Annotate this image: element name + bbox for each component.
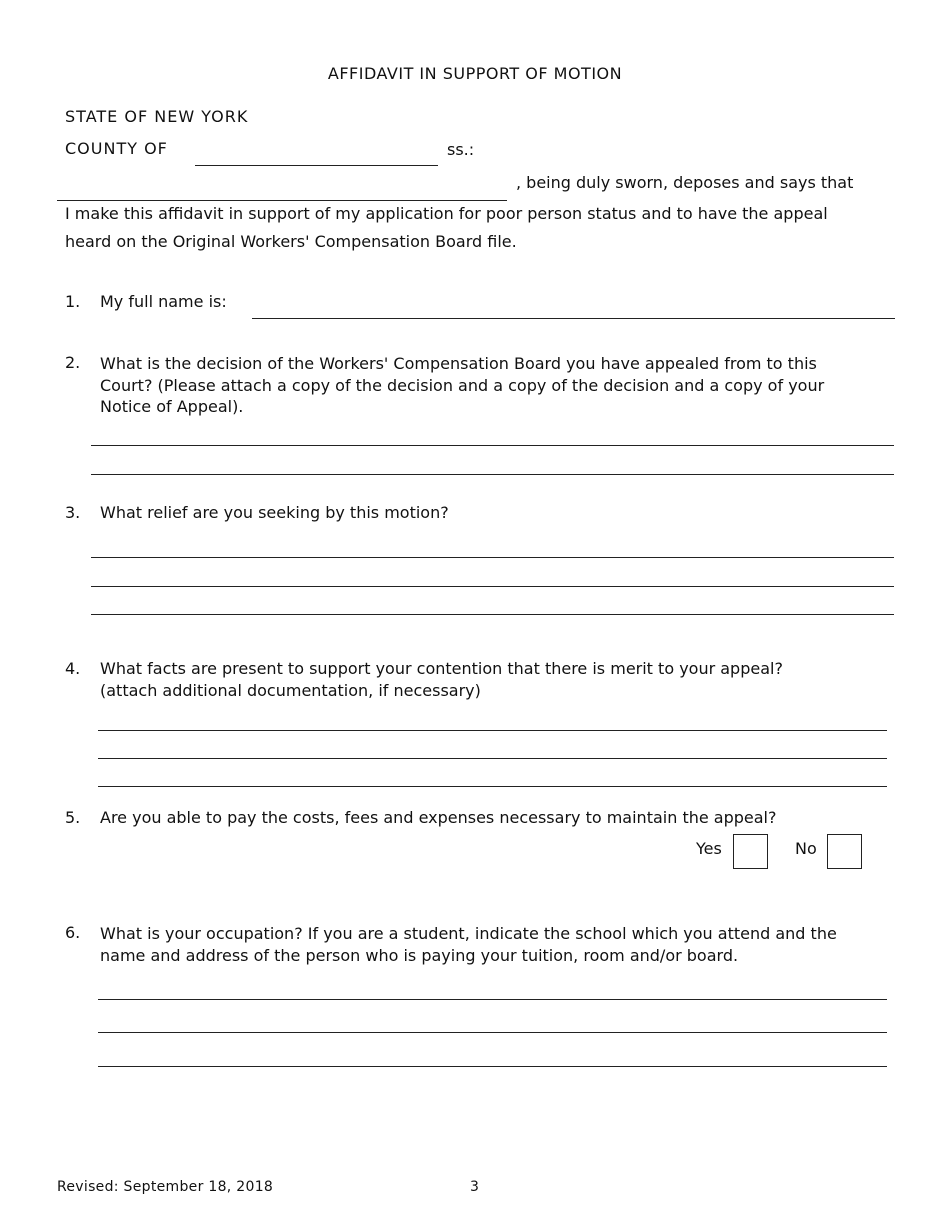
question-number: 5. [65, 808, 81, 827]
answer-line[interactable] [98, 1066, 887, 1067]
page-number: 3 [470, 1179, 479, 1195]
county-field[interactable] [195, 165, 438, 166]
answer-line[interactable] [91, 474, 894, 475]
no-label: No [795, 839, 817, 858]
state-label: STATE OF NEW YORK [65, 107, 249, 126]
question-number: 4. [65, 659, 81, 678]
question-text: What facts are present to support your contention that there is merit to your appeal? [100, 659, 783, 678]
answer-line[interactable] [98, 758, 887, 759]
question-text: My full name is: [100, 292, 227, 311]
yes-checkbox[interactable] [733, 834, 768, 869]
sworn-statement: , being duly sworn, deposes and says that [516, 173, 854, 192]
question-subtext: (attach additional documentation, if necessary) [100, 681, 481, 700]
question-text: What relief are you seeking by this motion? [100, 503, 449, 522]
answer-line[interactable] [98, 1032, 887, 1033]
question-number: 3. [65, 503, 81, 522]
county-label: COUNTY OF [65, 139, 168, 158]
revised-date: Revised: September 18, 2018 [57, 1179, 274, 1195]
no-checkbox[interactable] [827, 834, 862, 869]
answer-line[interactable] [91, 614, 894, 615]
question-number: 6. [65, 923, 81, 942]
answer-line[interactable] [98, 786, 887, 787]
ss-label: ss.: [447, 140, 475, 159]
intro-paragraph: I make this affidavit in support of my application for poor person status and to have the appeal heard on the Original Workers' Compensation Board file. [65, 204, 828, 251]
question-text: What is the decision of the Workers' Compensation Board you have appealed from to this Court? (Please attach a copy of the decision and a copy of the decision and a copy of your Notice of Appeal). [100, 354, 825, 416]
question-text: What is your occupation? If you are a student, indicate the school which you attend and the name and address of the person who is paying your tuition, room and/or board. [100, 924, 837, 965]
question-text: Are you able to pay the costs, fees and expenses necessary to maintain the appeal? [100, 808, 777, 827]
answer-line[interactable] [98, 730, 887, 731]
answer-line[interactable] [91, 586, 894, 587]
yes-label: Yes [696, 839, 722, 858]
document-title: AFFIDAVIT IN SUPPORT OF MOTION [327, 64, 623, 83]
answer-line[interactable] [91, 557, 894, 558]
question-number: 2. [65, 353, 81, 372]
question-number: 1. [65, 292, 81, 311]
answer-line[interactable] [91, 445, 894, 446]
full-name-field[interactable] [252, 318, 895, 319]
answer-line[interactable] [98, 999, 887, 1000]
